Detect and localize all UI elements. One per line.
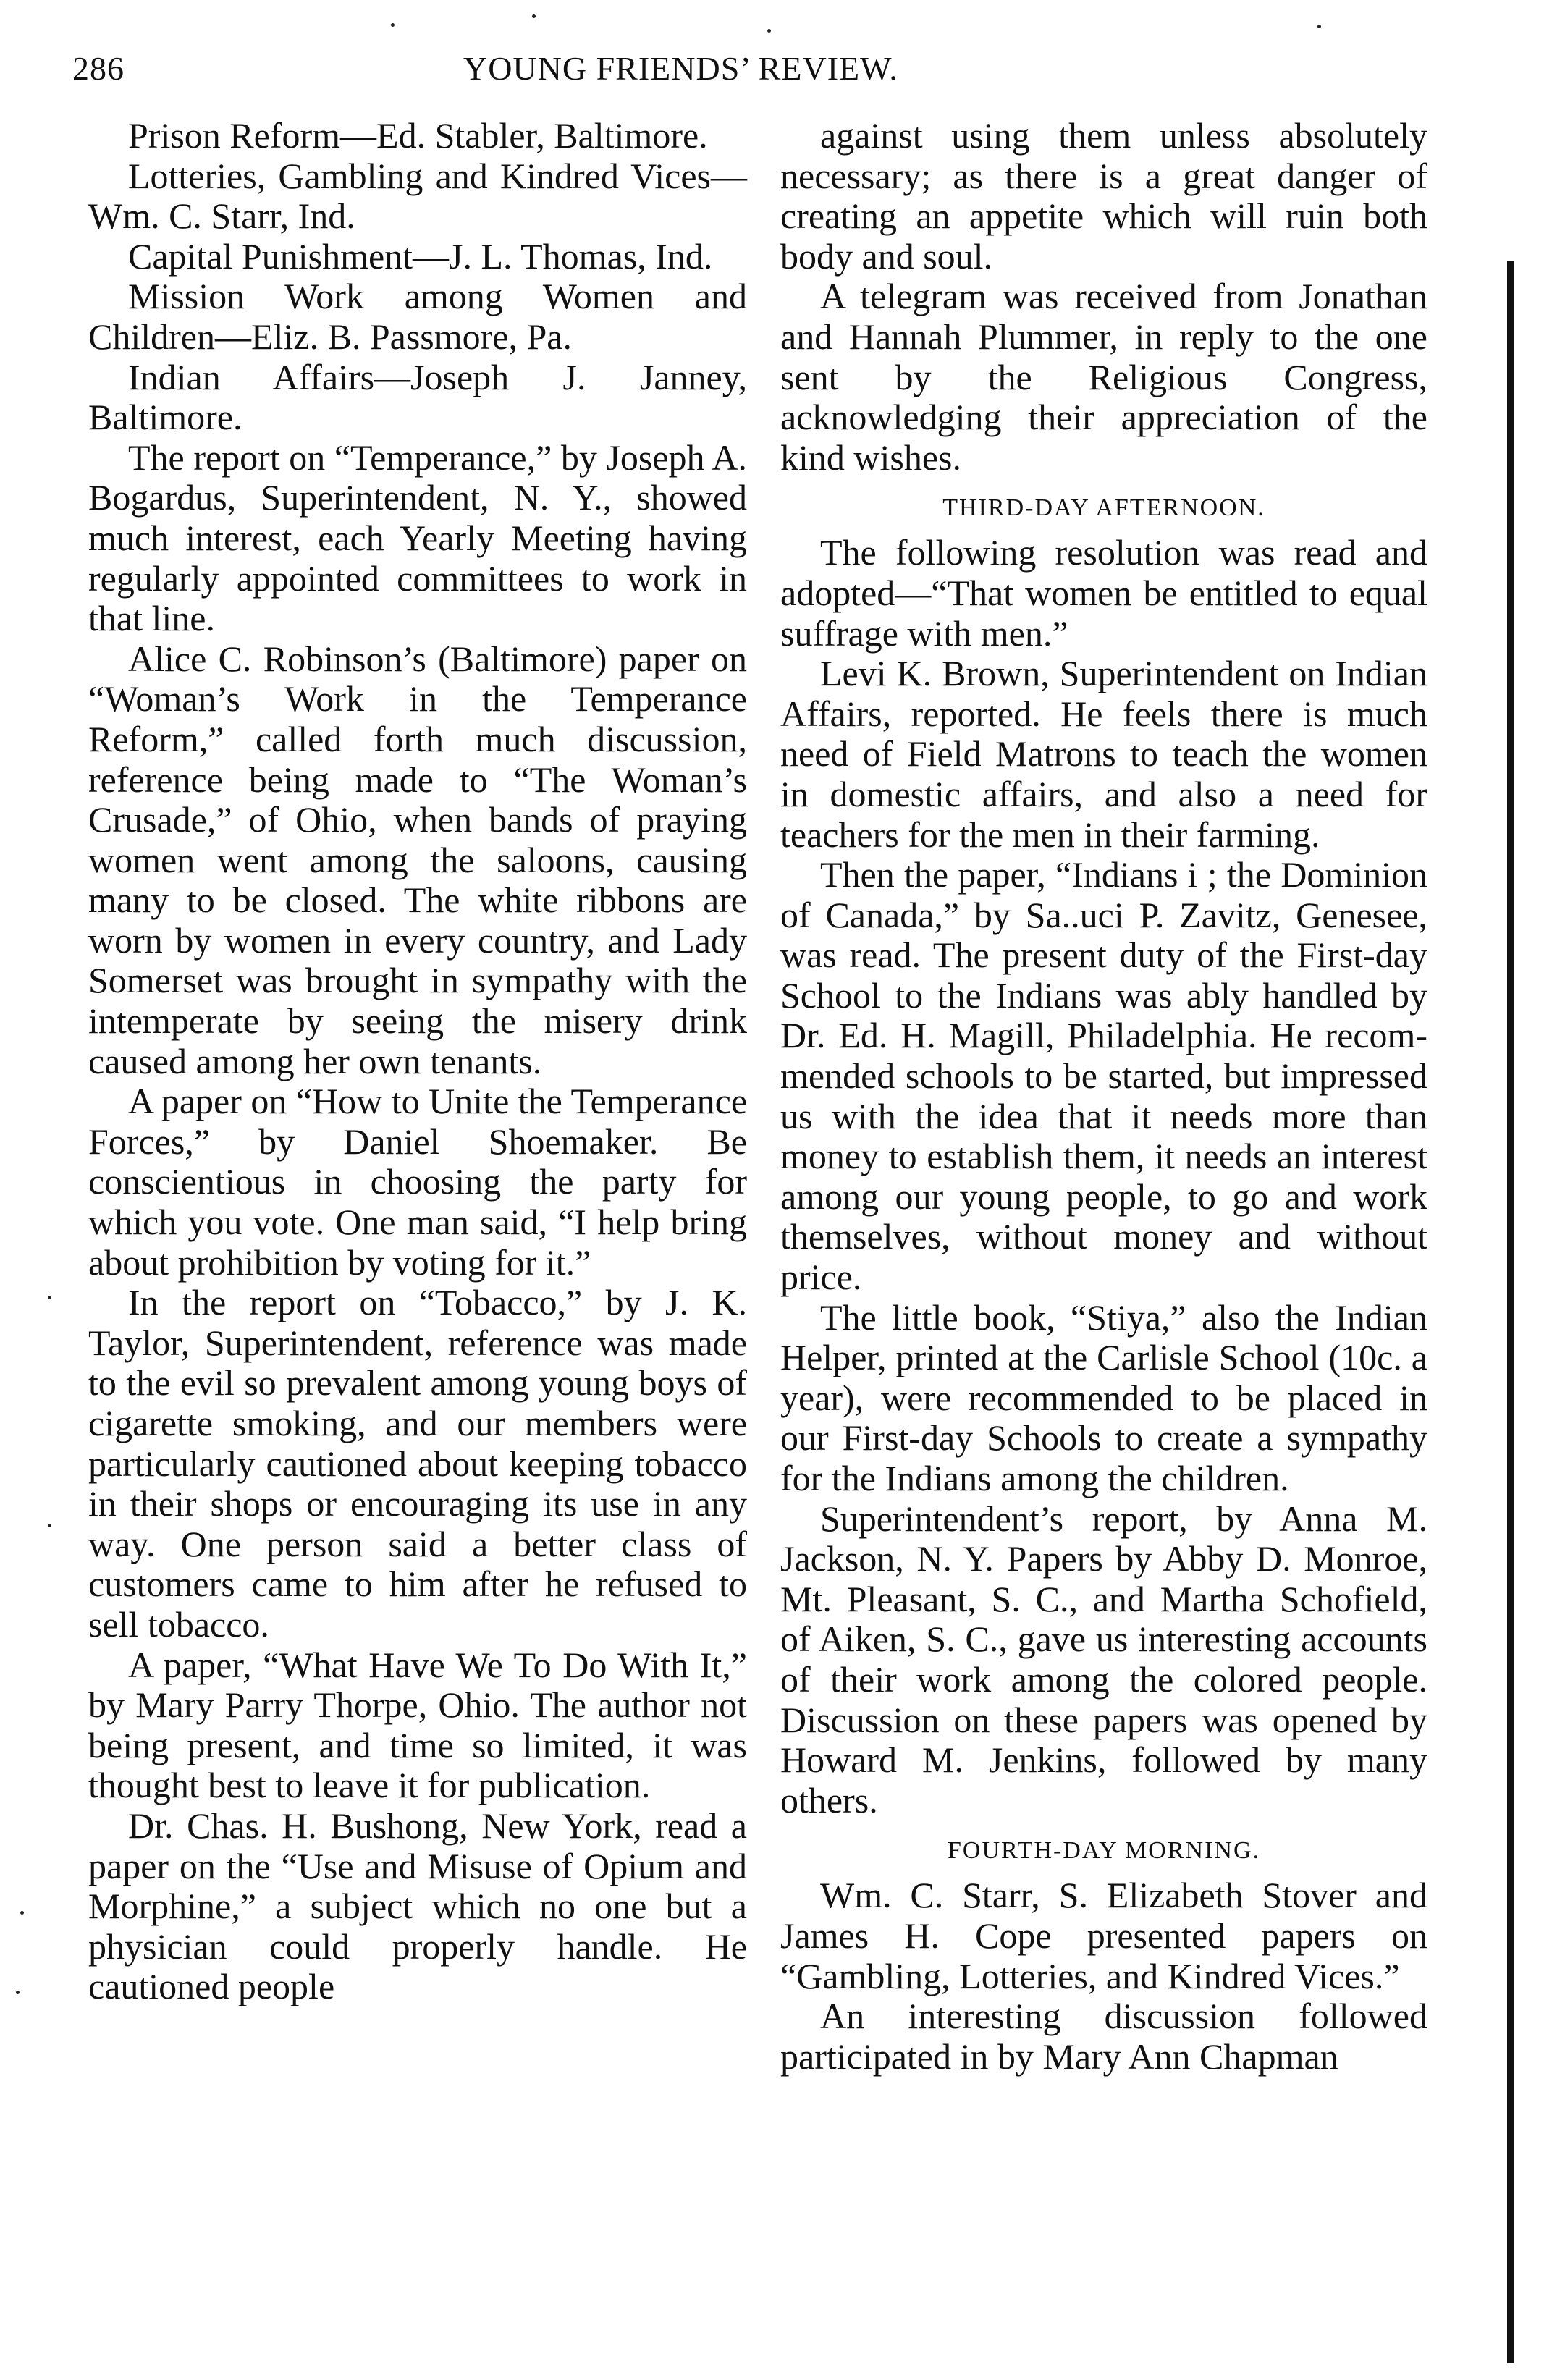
paragraph-stiya: The little book, “Stiya,” also the Indian Helper, printed at the Carlisle School (10c. a year), were recommended to be placed in our First-day Schools to create a sympathy for the Indians among the children. (780, 1296, 1427, 1498)
right-column (780, 116, 1427, 2077)
paragraph-telegram: A telegram was received from Jonathan and Hannah Plummer, in reply to the one sent by the Religious Congress, acknowledging their appreciation of the kind wishes. (780, 276, 1427, 478)
paragraph-opium: Dr. Chas. H. Bushong, New York, read a paper on the “Use and Misuse of Opium and Morphine,” a subject which no one but a physician could properly handle. He cautioned people (88, 1805, 747, 2007)
scan-speck (1317, 25, 1321, 28)
scan-speck (16, 1991, 20, 1994)
page-header (72, 49, 1433, 100)
committee-entry: Mission Work among Women and Children—Eliz. B. Passmore, Pa. (88, 276, 747, 357)
paragraph-womans-work: Alice C. Robinson’s (Baltimore) paper on “Woman’s Work in the Temperance Reform,” called forth much discussion, reference being made to “The Woman’s Crusade,” of Ohio, when bands of praying women went among the saloons, causing many to be closed. The white ribbons are worn by women in every country, and Lady Somerset was brought in sympathy with the intemperate by seeing the misery drink caused among her own tenants. (88, 638, 747, 1081)
section-heading-fourth-day: FOURTH-DAY MORNING. (947, 1837, 1261, 1865)
scan-speck (532, 14, 536, 18)
left-column (88, 116, 747, 2007)
paragraph-tobacco-report: In the report on “Tobacco,” by J. K. Taylor, Superintendent, reference was made to the evil so prevalent among young boys of cigarette smoking, and our members were particularly cautioned about keeping tobacco in their shops or encouraging its use in any way. One person said a better class of customers came to him after he refused to sell tobacco. (88, 1282, 747, 1645)
committee-entry: Indian Affairs—Joseph J. Janney, Baltimore. (88, 356, 747, 438)
scan-speck (20, 1911, 24, 1915)
paragraph-temperance-report: The report on “Temperance,” by Joseph A. Bogardus, Superintendent, N. Y., showed much interest, each Yearly Meeting having regularly appointed committees to work in that line. (88, 436, 747, 639)
paragraph-gambling-papers: Wm. C. Starr, S. Elizabeth Stover and James H. Cope presented papers on “Gambling, Lotteries, and Kindred Vices.” (780, 1875, 1427, 1996)
scan-speck (48, 1524, 51, 1527)
paragraph-superintendent-report: Superintendent’s report, by Anna M. Jackson, N. Y. Papers by Abby D. Monroe, Mt. Pleasant, S. C., and Martha Schofield, of Aiken, S. C., gave us interesting accounts of their work among the colored people. Discussion on these papers was opened by Howard M. Jenkins, followed by many others. (780, 1498, 1427, 1820)
paragraph-what-have-we: A paper, “What Have We To Do With It,” by Mary Parry Thorpe, Ohio. The author not being present, and time so limited, it was thought best to leave it for publication. (88, 1644, 747, 1806)
section-heading-third-day: THIRD-DAY AFTERNOON. (942, 494, 1265, 522)
paragraph-discussion: An interesting discussion followed participated in by Mary Ann Chapman (780, 1996, 1427, 2077)
paragraph-indians-canada: Then the paper, “Indians i ; the Dominion of Canada,” by Sa..uci P. Zavitz, Genesee, was read. The present duty of the First-day School to the Indians was ably handled by Dr. Ed. H. Magill, Philadelphia. He recommended schools to be started, but impressed us with the idea that it needs more than money to establish them, it needs an interest among our young people, to go and work themselves, without money and without price. (780, 854, 1427, 1298)
scan-speck (48, 1296, 51, 1299)
page-number: 286 (72, 50, 125, 87)
committee-entry: Lotteries, Gambling and Kindred Vices—Wm. C. Starr, Ind. (88, 155, 747, 237)
scan-speck (767, 29, 771, 33)
running-head: YOUNG FRIENDS’ REVIEW. (463, 50, 898, 87)
scan-margin-rule (1507, 261, 1514, 2363)
paragraph-resolution: The following resolution was read and adopted—“That women be entitled to equal suffrage with men.” (780, 532, 1427, 654)
paragraph-indian-affairs: Levi K. Brown, Superintendent on Indian Affairs, reported. He feels there is much need of Field Matrons to teach the women in domestic affairs, and also a need for teachers for the men in their farming. (780, 653, 1427, 855)
committee-entry: Capital Punishment—J. L. Thomas, Ind. (128, 235, 713, 277)
committee-entry: Prison Reform—Ed. Stabler, Baltimore. (128, 115, 708, 156)
scan-speck (391, 23, 395, 27)
paragraph-unite-temperance: A paper on “How to Unite the Temperance Forces,” by Daniel Shoemaker. Be conscientious in choosing the party for which you vote. One man said, “I help bring about prohibition by voting for it.” (88, 1081, 748, 1283)
paragraph-continuation: against using them unless absolutely necessary; as there is a great danger of creating an appetite which will ruin both body and soul. (780, 115, 1427, 277)
